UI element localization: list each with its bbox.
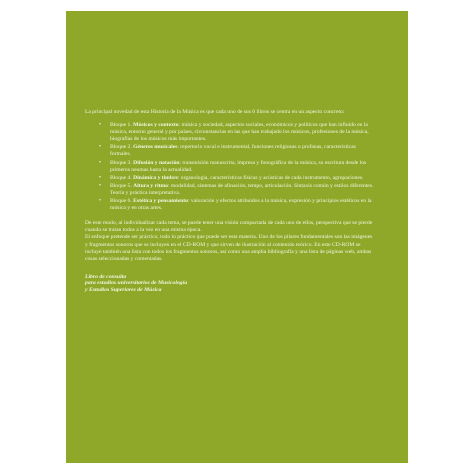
back-cover bbox=[66, 11, 408, 463]
block-item bbox=[99, 175, 375, 182]
bullet-icon: • bbox=[99, 159, 102, 166]
audience-line: y Estudios Superiores de Música bbox=[85, 286, 162, 293]
block-text: : repertorio vocal e instrumental, funciones religiosas o profanas, características formales. bbox=[110, 144, 356, 158]
audience-note bbox=[85, 274, 375, 294]
bullet-icon: • bbox=[99, 198, 102, 205]
body-paragraph: El enfoque pretende ser práctico, todo lo práctico que puede ser esta materia. Uno de los pilares fundamentales son las imágenes y fragmentos sonoros que se incluyen en el CD-ROM y que sirven de ilustración al contenido teórico. En este CD-ROM se incluye también una lista con todos los fragmentos sonoros, así como una amplia bibliografía y una lista de páginas web, ambas cosas seleccionadas y comentadas. bbox=[85, 234, 373, 262]
block-label: Bloque 2. bbox=[110, 144, 132, 151]
block-item bbox=[99, 122, 375, 143]
block-title: Altura y ritmo bbox=[133, 182, 168, 189]
block-label: Bloque 6. bbox=[110, 198, 132, 205]
block-text: : música y sociedad, aspectos sociales, económicos y políticos que han influido en la música, entorno general y por países, circunstancias en las que han trabajado los músicos, profesiones de la música, biografías de los músicos más importantes. bbox=[110, 122, 369, 143]
audience-line: Libro de consulta bbox=[85, 273, 127, 280]
block-label: Bloque 5. bbox=[110, 182, 132, 189]
block-label: Bloque 4. bbox=[110, 174, 132, 181]
block-text: : modalidad, sistemas de afinación, tempo, articulación. Sintaxis común y estilos diferentes. Teoría y práctica interpretativa. bbox=[110, 182, 374, 196]
bullet-icon: • bbox=[99, 122, 102, 129]
bullet-icon: • bbox=[99, 144, 102, 151]
block-title: Difusión y notación bbox=[133, 159, 180, 166]
cover-text bbox=[85, 109, 375, 294]
intro-paragraph: La principal novedad de esta Historia de la Música es que cada uno de sus 6 libros se centra en un aspecto concreto: bbox=[85, 109, 345, 115]
block-label: Bloque 1. bbox=[110, 122, 132, 129]
block-item bbox=[99, 160, 375, 174]
block-title: Géneros musicales bbox=[133, 144, 178, 151]
block-text: : organología, características físicas y acústicas de cada instrumento, agrupaciones. bbox=[177, 174, 364, 181]
block-title: Dinámica y timbre bbox=[133, 174, 178, 181]
bullet-icon: • bbox=[99, 174, 102, 181]
block-title: Músicos y contexto bbox=[133, 122, 179, 129]
block-text: : valoración y efectos atribuidos a la música, expresión y principios estéticos en la música y en otras artes. bbox=[110, 198, 372, 212]
block-label: Bloque 3. bbox=[110, 159, 132, 166]
block-list bbox=[85, 122, 375, 212]
bullet-icon: • bbox=[99, 182, 102, 189]
block-item bbox=[99, 144, 375, 158]
audience-line: para estudios universitarios de Musicología bbox=[85, 280, 188, 287]
block-text: : transmisión manuscrita, impresa y fonográfica de la música, su escritura desde los primeros neumas hasta la actualidad. bbox=[110, 159, 367, 173]
block-item bbox=[99, 183, 375, 197]
body-paragraph: De este modo, al individualizar cada tema, se puede tener una visión compactada de cada uno de ellos, perspectiva que se pierde cuando se tratan todos a la vez en una misma época. bbox=[85, 220, 373, 234]
block-title: Estética y pensamiento bbox=[133, 198, 188, 205]
block-item bbox=[99, 198, 375, 212]
